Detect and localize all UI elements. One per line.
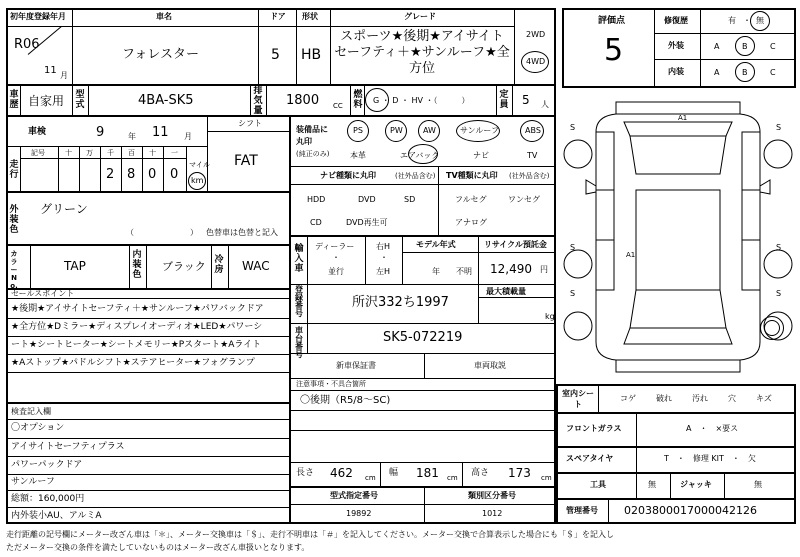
exterior-grade-a: A [714, 42, 720, 51]
mileage-header-10k: 万 [86, 149, 93, 157]
equip-ps: PS [353, 126, 363, 135]
equip-pw: PW [390, 126, 403, 135]
mileage-header-1: 一 [171, 149, 178, 157]
color-label: 外装色 [9, 205, 19, 235]
diagram-a1-side: A1 [626, 251, 636, 259]
import-left-h: 左H [376, 267, 391, 276]
height-value: 173 [508, 466, 531, 480]
interior-grade-a: A [714, 68, 720, 77]
import-label: 輸入車 [294, 244, 304, 274]
interior-label: 内装 [668, 67, 684, 76]
drive-2wd: 2WD [526, 30, 546, 39]
door-value: 5 [271, 47, 280, 63]
length-label: 長さ [296, 468, 315, 478]
windshield-label: フロントガラス [566, 424, 622, 433]
chassis-label: 車台番号 [295, 326, 303, 359]
footer-line-2: ただメーター交換の条件を満たしていないものはメーター改ざん車扱いとなります。 [6, 543, 310, 552]
first-reg-label: 初年度登録年月 [10, 12, 66, 21]
model-label: 型式 [75, 90, 85, 110]
equip-navi: ナビ [473, 151, 489, 160]
length-value: 462 [330, 466, 353, 480]
displacement-value: 1800 [286, 93, 320, 108]
grade-value: スポーツ★後期★アイサイトセーフティ＋★サンルーフ★全方位 [334, 29, 510, 76]
import-parallel: 並行 [328, 267, 344, 276]
footer-line-1: 走行距離の記号欄にメーター改ざん車は「＊」、メーター交換車は「＄」、走行不明車は「＃」を記入してください。メーター交換で合算表示した場合にも「＄」を記入し [6, 530, 614, 539]
max-load-unit: kg [545, 312, 555, 321]
sheet-scratch: キズ [756, 394, 772, 403]
diagram-a1-top: A1 [678, 114, 688, 122]
height-unit: cm [541, 474, 552, 482]
model-year-unknown: 不明 [456, 267, 472, 276]
notes-label: 注意事項・不具合箇所 [296, 380, 366, 388]
inspector-line-5: 総額：160,000円 [11, 494, 85, 504]
diagram-mark-rl: S [570, 289, 576, 298]
inspection-month: 11 [152, 125, 169, 140]
inspection-year-unit: 年 [128, 132, 136, 141]
tv-oneseg: ワンセグ [508, 195, 540, 204]
inspector-line-3: パワーパックドア [11, 460, 83, 470]
registration-value: 所沢332ち1997 [352, 295, 449, 310]
interior-color-label: 内装色 [132, 250, 142, 280]
equipment-label-2: 丸印 [296, 137, 312, 146]
car-name: フォレスター [122, 47, 199, 62]
navi-sub: (社外品含む) [395, 172, 436, 180]
class-value: 自家用 [28, 94, 65, 108]
color-no-label: カラーNo. [10, 250, 18, 290]
inspector-line-6: 内外装小AU、アルミA [11, 511, 102, 521]
spare-tire-value: T ・ 修理 KIT ・ 欠 [664, 454, 756, 463]
notes-value: 〇後期（R5/8〜SC) [300, 395, 391, 406]
car-name-label: 車名 [156, 12, 172, 21]
jack-label: ジャッキ [680, 480, 712, 489]
diagram-mark-fl: S [570, 123, 576, 132]
class-label: 車歴 [9, 90, 19, 110]
import-right-h: 右H [376, 242, 391, 251]
interior-grade-c: C [770, 68, 776, 77]
diagram-mark-mr: S [776, 243, 782, 252]
sheet-burn: コゲ [620, 394, 636, 403]
exterior-grade-c: C [770, 42, 776, 51]
chassis-value: SK5-072219 [383, 330, 463, 345]
damage-diagram [556, 92, 800, 384]
sales-point-line-1: ★後期★アイサイトセーフティ＋★サンルーフ★パワバックドア [11, 304, 264, 314]
exterior-label: 外装 [668, 41, 684, 50]
tv-sub: (社外品含む) [509, 172, 550, 180]
width-value: 181 [416, 466, 439, 480]
ac-label: 冷房 [214, 255, 224, 275]
tv-label: TV種類に丸印 [446, 171, 498, 180]
mileage-unit-mile: マイル [189, 161, 210, 169]
grade-label: グレード [404, 12, 436, 21]
equipment-label-3: (純正のみ) [296, 150, 330, 158]
score-label: 評価点 [598, 16, 626, 26]
shape-label: 形状 [302, 12, 318, 21]
designation-label: 型式指定番号 [330, 491, 378, 500]
equip-abs: ABS [525, 126, 541, 135]
category-label: 類別区分番号 [468, 491, 516, 500]
repair-yes: 有 [728, 16, 736, 25]
exterior-grade-b: B [742, 42, 748, 51]
shape-value: HB [301, 47, 322, 63]
equipment-label-1: 装備品に [296, 125, 328, 134]
equip-leather: 本革 [350, 151, 366, 160]
navi-dvd: DVD [358, 195, 376, 204]
import-dot-1: ・ [332, 253, 340, 262]
import-dealer: ディーラー [315, 242, 355, 251]
manual-label: 車両取説 [474, 361, 506, 370]
fuel-value: G ・ D ・ HV ・（ ） [373, 96, 470, 105]
category-value: 1012 [482, 509, 503, 518]
mileage-label: 走行 [9, 160, 19, 180]
repair-sep: ・ [743, 16, 751, 25]
jack-value: 無 [754, 480, 762, 489]
capacity-label: 定員 [499, 90, 509, 110]
designation-value: 19892 [346, 509, 372, 518]
mileage-header-10: 十 [149, 149, 156, 157]
import-dot-2: ・ [380, 253, 388, 262]
inspector-line-4: サンルーフ [11, 477, 55, 487]
registration-label: 登録番号 [295, 285, 303, 318]
diagram-spare-inner [764, 320, 780, 336]
inspector-label: 検査記入欄 [11, 407, 51, 416]
model-year-unit: 年 [432, 267, 440, 276]
color-value: グリーン [40, 202, 88, 216]
tools-label: 工具 [590, 480, 606, 489]
sales-point-line-3: ート★シートヒーター★シートメモリー★Pスタート★Aライト [11, 340, 262, 350]
spare-tire-label: スペアタイヤ [566, 454, 614, 463]
mileage-header-100: 百 [128, 149, 135, 157]
diagram-mark-fr: S [776, 123, 782, 132]
width-label: 幅 [389, 468, 399, 478]
shift-value: FAT [234, 153, 258, 169]
first-reg-month-unit: 月 [60, 71, 68, 80]
sheet-tear: 破れ [656, 394, 672, 403]
sheet-hole: 穴 [728, 394, 736, 403]
first-reg-month: 11 [44, 65, 57, 76]
sales-points-label: セールスポイント [11, 289, 75, 298]
inspector-line-1: 〇オプション [11, 423, 65, 433]
inspection-month-unit: 月 [184, 132, 192, 141]
mileage-digit-1: 0 [170, 167, 179, 182]
equip-tv: TV [527, 151, 538, 160]
shift-label: シフト [238, 119, 262, 128]
navi-label: ナビ種類に丸印 [320, 171, 376, 180]
length-unit: cm [365, 474, 376, 482]
interior-color-value: ブラック [162, 260, 206, 273]
mileage-header-1k: 千 [107, 149, 114, 157]
diagram-mark-ml: S [570, 243, 576, 252]
mileage-header-sign: 記号 [31, 149, 45, 157]
score-value: 5 [604, 33, 624, 68]
navi-cd: CD [310, 218, 322, 227]
mileage-digit-1k: 2 [106, 167, 115, 182]
recycle-unit: 円 [540, 265, 548, 274]
sales-point-line-2: ★全方位★Dミラー★ディスプレイオーディオ★LED★パワーシ [11, 322, 263, 332]
inspection-label: 車検 [28, 127, 47, 137]
mileage-digit-100: 8 [127, 167, 136, 182]
color-no-value: TAP [64, 259, 86, 273]
tv-fullseg: フルセグ [455, 195, 487, 204]
color-paren: （ ） [126, 228, 198, 237]
interior-sheet-label: 室内シート [562, 389, 594, 409]
color-note: 色替車は色替と記入 [206, 228, 278, 237]
mileage-header-100k: 十 [65, 149, 72, 157]
mileage-digit-10: 0 [148, 167, 157, 182]
repair-no: 無 [756, 16, 764, 25]
navi-dvd-play: DVD再生可 [346, 218, 388, 227]
navi-hdd: HDD [307, 195, 326, 204]
ac-value: WAC [242, 259, 270, 273]
displacement-label: 排気量 [253, 86, 263, 116]
model-value: 4BA-SK5 [138, 93, 194, 108]
height-label: 高さ [471, 468, 490, 478]
windshield-value: A ・ ×要ス [686, 424, 739, 433]
mgmt-label: 管理番号 [566, 506, 598, 515]
capacity-value: 5 [522, 93, 530, 107]
equip-airbag: エアバック [400, 151, 440, 160]
mileage-unit-km: km [191, 176, 204, 185]
mgmt-value: 0203800017000042126 [624, 504, 757, 517]
max-load-label: 最大積載量 [486, 287, 526, 296]
width-unit: cm [447, 474, 458, 482]
model-year-label: モデル年式 [416, 240, 456, 249]
fuel-label: 燃料 [353, 90, 363, 110]
sales-point-line-4: ★Aストップ★パドルシフト★ステアヒーター★フォグランプ [11, 358, 255, 368]
drive-4wd: 4WD [526, 57, 546, 66]
inspection-year: 9 [96, 125, 105, 140]
door-label: ドア [270, 12, 286, 21]
recycle-value: 12,490 [490, 262, 532, 276]
first-reg-year: R06 [14, 37, 40, 52]
tools-value: 無 [648, 480, 656, 489]
tv-analog: アナログ [455, 218, 487, 227]
capacity-unit: 人 [541, 100, 549, 109]
inspector-line-2: アイサイトセーフティプラス [11, 442, 125, 452]
equip-aw: AW [423, 126, 436, 135]
warranty-label: 新車保証書 [336, 361, 376, 370]
repair-label: 修復歴 [664, 16, 688, 25]
equip-sunroof: サンルーフ [460, 126, 499, 135]
navi-sd: SD [404, 195, 416, 204]
diagram-mark-rr: S [776, 289, 782, 298]
sheet-dirt: 汚れ [692, 394, 708, 403]
cc-unit: CC [333, 102, 343, 110]
recycle-label: リサイクル預託金 [484, 240, 547, 249]
interior-grade-b: B [742, 68, 748, 77]
